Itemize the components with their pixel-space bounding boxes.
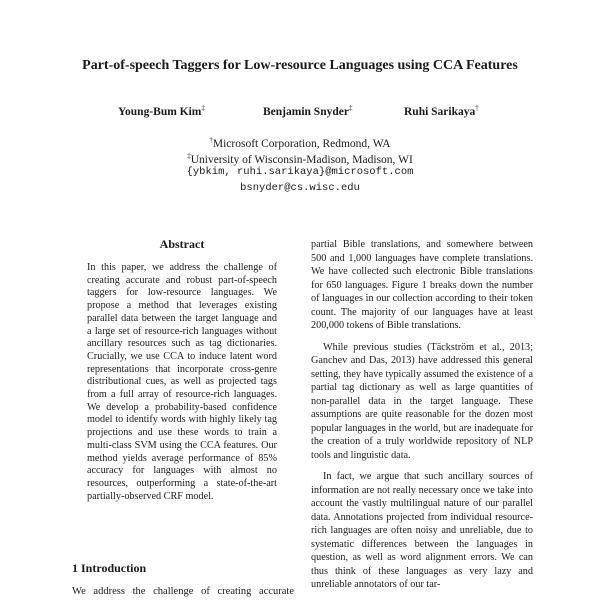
paper-title: Part-of-speech Taggers for Low-resource Languages using CCA Features	[82, 58, 518, 73]
affiliation-wisconsin: ‡University of Wisconsin-Madison, Madison, WI	[187, 152, 413, 166]
abstract-heading: Abstract	[159, 237, 205, 251]
author-snyder: Benjamin Snyder‡	[263, 104, 353, 118]
author-sarikaya: Ruhi Sarikaya†	[404, 104, 479, 118]
author-kim: Young-Bum Kim‡	[118, 104, 205, 118]
introduction-first-line: We address the challenge of creating accurate	[72, 586, 294, 597]
intro-paragraph-1: partial Bible translations, and somewhere between 500 and 1,000 languages have complete translations. We have collected such electronic Bible translations for 650 languages. Figure 1 breaks down the number of languages in our collection according to their token count. The majority of our languages have at least 200,000 tokens of Bible translations.	[311, 239, 533, 331]
email-microsoft: {ybkim, ruhi.sarikaya}@microsoft.com	[186, 166, 414, 178]
introduction-heading: 1 Introduction	[72, 561, 147, 575]
abstract-body: In this paper, we address the challenge of creating accurate and robust part-of-speech taggers for low-resource languages. We propose a method that leverages existing parallel data between the target language and a large set of resource-rich languages without ancillary resources such as tag dictionaries. Crucially, we use CCA to induce latent word representations that incorporate cross-genre distributional cues, as well as projected tags from a full array of resource-rich languages. We develop a probability-based confidence model to identify words with highly likely tag projections and use these words to train a multi-class SVM using the CCA features. Our method yields average performance of 85% accuracy for languages with almost no resources, outperforming a state-of-the-art partially-observed CRF model.	[87, 262, 277, 502]
intro-paragraph-3: In fact, we argue that such ancillary sources of information are not really necessary once we take into account the vastly multilingual nature of our parallel data. Annotations projected from individual resource-rich languages are often noisy and unreliable, due to systematic differences between the languages in question, as well as word alignment errors. We can thus think of these languages as very lazy and unreliable annotators of our tar-	[311, 471, 533, 590]
author-list	[0, 104, 600, 124]
intro-paragraph-2: While previous studies (Täckström et al., 2013; Ganchev and Das, 2013) have addressed this general setting, they have typically assumed the existence of a partial tag dictionary as well as large quantities of non-parallel data in the target language. These assumptions are quite reasonable for the dozen most popular languages in the world, but are inadequate for the creation of a truly worldwide repository of NLP tools and linguistic data.	[311, 341, 533, 461]
email-wisc: bsnyder@cs.wisc.edu	[240, 182, 360, 194]
right-column	[311, 238, 533, 600]
affiliation-microsoft: †Microsoft Corporation, Redmond, WA	[209, 136, 391, 150]
abstract-section	[87, 236, 277, 503]
